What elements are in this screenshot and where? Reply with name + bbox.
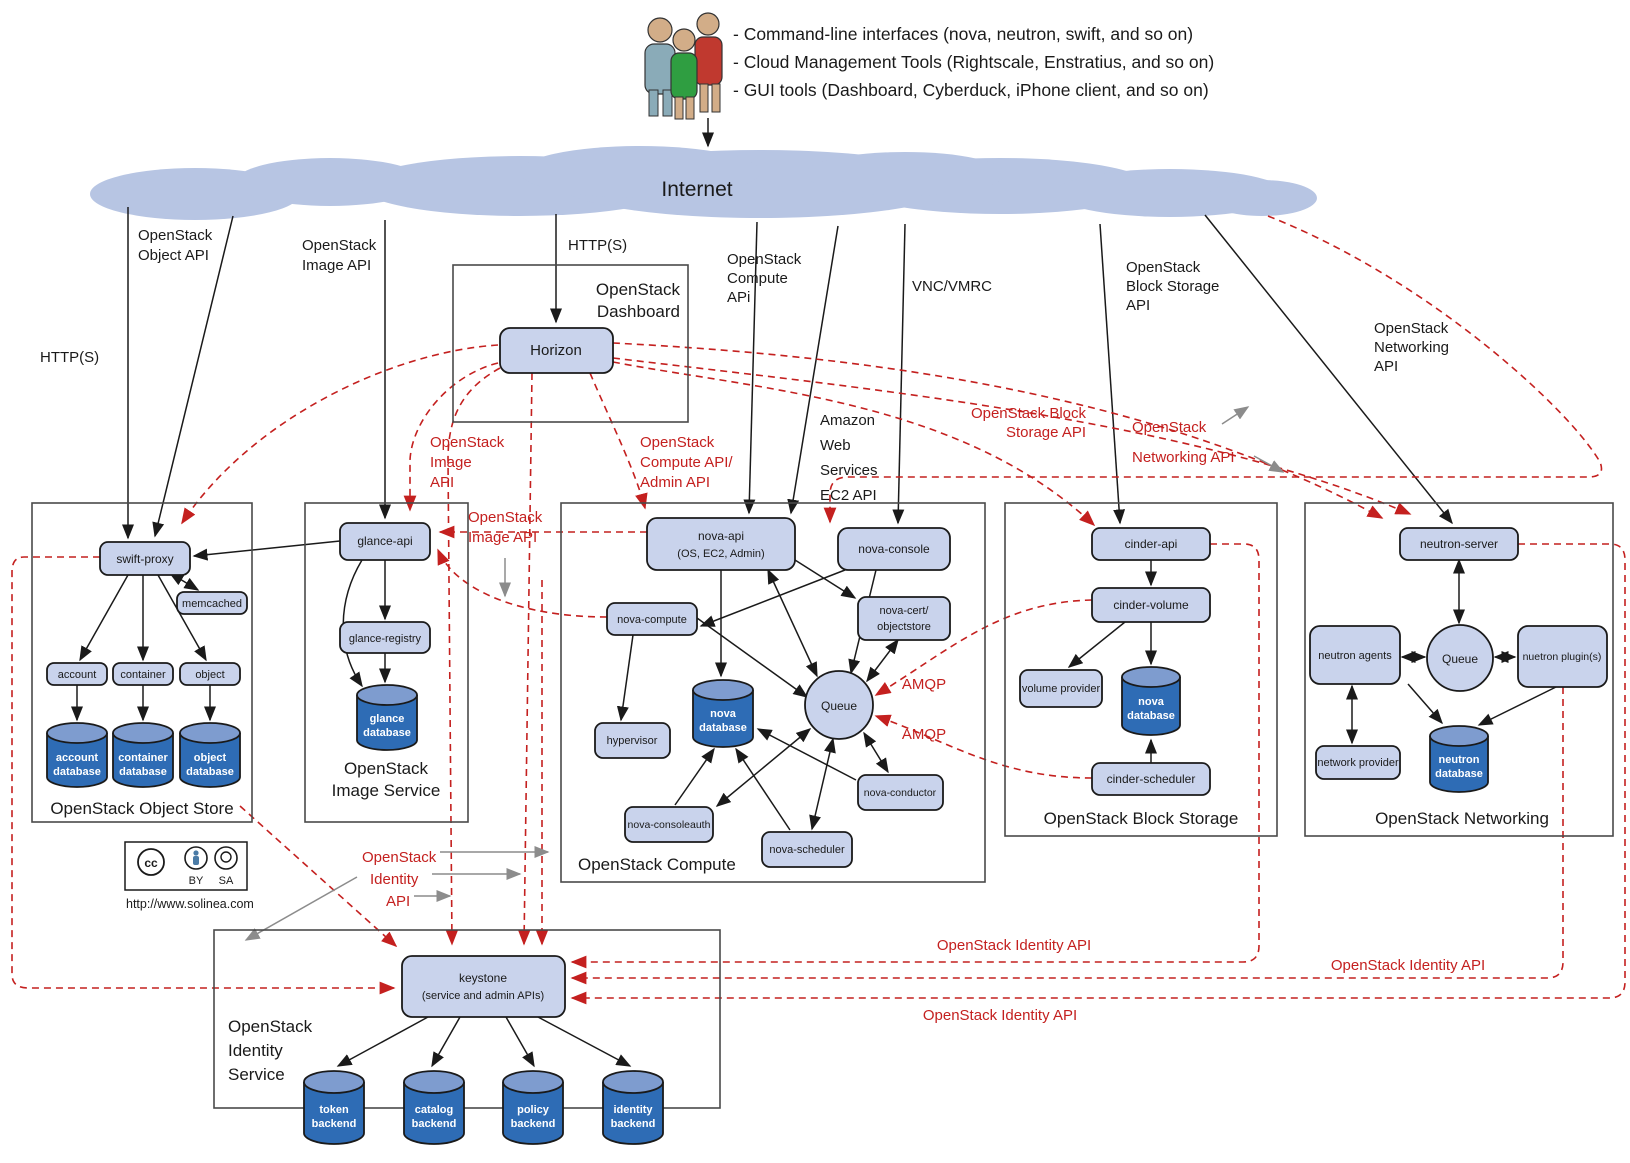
container-label: container — [120, 669, 166, 681]
glance-database-cylinder — [357, 685, 417, 750]
block-api-label-2: Block Storage — [1126, 278, 1220, 295]
hypervisor-label: hypervisor — [606, 735, 658, 747]
networking-callout-arrow-1 — [1222, 407, 1248, 424]
cert-queue — [867, 640, 898, 681]
nova-compute-label: nova-compute — [617, 614, 687, 626]
nova-api-label-1: nova-api — [697, 529, 745, 543]
neutron-server-label: neutron-server — [1419, 537, 1499, 551]
amqp-label-1: AMQP — [901, 676, 947, 693]
dashboard-title-2: Dashboard — [596, 302, 680, 321]
sa-label: SA — [218, 875, 234, 887]
identity-db-label-2: backend — [610, 1118, 656, 1130]
object-db-label-1: object — [193, 752, 227, 764]
container-database-cylinder — [113, 723, 173, 787]
neutron-agents-label: neutron agents — [1318, 650, 1392, 662]
object-api-label-2: Object API — [138, 247, 209, 264]
keystone-to-policy — [506, 1017, 534, 1066]
glance-to-swift-line — [194, 541, 340, 556]
scheduler-to-db — [736, 749, 790, 830]
keystone-node — [402, 956, 565, 1017]
red-net-api-2: Networking API — [1132, 449, 1235, 466]
red-net-api-1: OpenStack — [1132, 419, 1207, 436]
nova-cert-label-2: objectstore — [877, 621, 931, 633]
net-api-label-1: OpenStack — [1374, 320, 1449, 337]
container-db-label-1: container — [118, 752, 168, 764]
red-image-api-2: Image — [430, 454, 472, 471]
flow-labels — [40, 227, 1449, 504]
identity-title-1: OpenStack — [228, 1017, 313, 1036]
identity-api-label-2: OpenStack Identity API — [1330, 957, 1486, 974]
net-api-label-2: Networking — [1374, 339, 1450, 356]
users-icon — [645, 13, 722, 119]
block-db-label-2: database — [1127, 710, 1175, 722]
aws-label-1: Amazon — [820, 412, 876, 429]
red-identity-3: API — [386, 893, 411, 910]
net-api-label-3: API — [1374, 358, 1399, 375]
identity-vertical-2 — [524, 373, 532, 944]
compute-queue-label: Queue — [820, 699, 858, 713]
dashboard-title-1: OpenStack — [595, 280, 680, 299]
block-api-label-3: API — [1126, 297, 1151, 314]
networking-title: OpenStack Networking — [1375, 809, 1549, 828]
nova-console-label: nova-console — [858, 542, 930, 556]
novaapi-queue — [768, 570, 817, 676]
network-queue-label: Queue — [1441, 652, 1479, 666]
identity-arrows — [338, 1017, 630, 1066]
compute-api-label-2: Compute — [727, 270, 788, 287]
red-block-api-2: Storage API — [1005, 424, 1086, 441]
nova-api-label-2: (OS, EC2, Admin) — [677, 548, 765, 560]
red-image-api2-2: Image API — [468, 529, 538, 546]
red-image-api2-1: OpenStack — [468, 509, 543, 526]
internet-cloud — [90, 146, 1317, 220]
block-title: OpenStack Block Storage — [1043, 809, 1239, 828]
aws-label-3: Services — [820, 462, 878, 479]
swift-to-account — [80, 575, 128, 660]
nova-api-node — [647, 518, 795, 570]
nova-conductor-label: nova-conductor — [863, 787, 937, 799]
red-compute-api-3: Admin API — [640, 474, 711, 491]
aws-label-2: Web — [820, 437, 851, 454]
identity-title-2: Identity — [228, 1041, 283, 1060]
users-line-2: - Cloud Management Tools (Rightscale, Enstratius, and so on) — [733, 52, 1215, 72]
by-label: BY — [188, 875, 204, 887]
console-to-compute — [701, 570, 845, 626]
queue-scheduler — [812, 739, 833, 829]
internet-label: Internet — [661, 178, 733, 201]
nova-database-cylinder — [693, 680, 753, 747]
horizon-to-nova-dashed — [590, 373, 645, 508]
network-provider-label: network provider — [1317, 757, 1399, 769]
http-mid-label: HTTP(S) — [568, 237, 628, 254]
nova-cert-node — [858, 597, 950, 640]
volume-provider-label: volume provider — [1021, 683, 1101, 695]
catalog-backend-cylinder — [404, 1071, 464, 1144]
volume-to-provider — [1069, 622, 1125, 667]
users-line-1: - Command-line interfaces (nova, neutron, swift, and so on) — [733, 24, 1194, 44]
aws-label-4: EC2 API — [820, 487, 877, 504]
queue-conductor — [864, 733, 888, 772]
account-db-label-1: account — [55, 752, 99, 764]
ec2-api-dashed — [830, 216, 1602, 522]
identity-backend-cylinder — [603, 1071, 663, 1144]
agents-to-db — [1408, 684, 1442, 723]
nova-db-label-1: nova — [710, 708, 736, 720]
cinder-scheduler-label: cinder-scheduler — [1106, 772, 1196, 786]
solinea-url: http://www.solinea.com — [126, 897, 254, 911]
object-api-line — [155, 216, 233, 536]
image-title-2: Image Service — [331, 781, 441, 800]
keystone-to-token — [338, 1017, 428, 1066]
glance-db-label-2: database — [363, 727, 411, 739]
consoleauth-to-db — [675, 749, 714, 805]
object-store-title: OpenStack Object Store — [50, 799, 234, 818]
compute-api-label-3: APi — [727, 289, 751, 306]
red-identity-1: OpenStack — [362, 849, 437, 866]
token-label-1: token — [319, 1104, 349, 1116]
container-db-label-2: database — [119, 766, 167, 778]
users-caption — [733, 24, 1214, 100]
amqp-label-2: AMQP — [901, 726, 947, 743]
glance-api-label: glance-api — [357, 534, 413, 548]
account-label: account — [57, 669, 97, 681]
image-title-1: OpenStack — [343, 759, 429, 778]
object-db-label-2: database — [186, 766, 234, 778]
object-api-label-1: OpenStack — [138, 227, 213, 244]
nova-cert-label-1: nova-cert/ — [879, 605, 929, 617]
neutron-db-label-2: database — [1435, 768, 1483, 780]
vnc-line — [898, 224, 905, 523]
cinder-volume-label: cinder-volume — [1113, 598, 1189, 612]
block-db-label-1: nova — [1138, 696, 1164, 708]
keystone-to-identity — [538, 1017, 630, 1066]
policy-backend-cylinder — [503, 1071, 563, 1144]
glance-db-label-1: glance — [369, 713, 405, 725]
glance-registry-label: glance-registry — [348, 633, 422, 645]
nova-compute-to-glance-dashed — [438, 550, 607, 617]
identity-api-label-3: OpenStack Identity API — [922, 1007, 1078, 1024]
block-api-label-1: OpenStack — [1126, 259, 1201, 276]
swift-proxy-label: swift-proxy — [116, 552, 174, 566]
nova-db-label-2: database — [699, 722, 747, 734]
red-block-api-1: OpenStack Block — [970, 405, 1086, 422]
keystone-to-catalog — [432, 1017, 460, 1066]
compute-api-label-1: OpenStack — [727, 251, 802, 268]
red-compute-api-1: OpenStack — [640, 434, 715, 451]
red-image-api-3: API — [430, 474, 455, 491]
http-left-label: HTTP(S) — [40, 349, 100, 366]
identity-title-3: Service — [228, 1065, 285, 1084]
keystone-label-2: (service and admin APIs) — [421, 990, 545, 1002]
cc-icon-label: cc — [144, 856, 158, 870]
nova-consoleauth-label: nova-consoleauth — [627, 819, 711, 831]
identity-db-label-1: identity — [613, 1104, 653, 1116]
compute-title: OpenStack Compute — [578, 855, 736, 874]
token-label-2: backend — [311, 1118, 357, 1130]
keystone-label-1: keystone — [458, 971, 508, 985]
block-nova-database-cylinder — [1122, 667, 1180, 735]
red-compute-api-2: Compute API/ — [640, 454, 733, 471]
red-image-api-1: OpenStack — [430, 434, 505, 451]
horizon-to-neutron-dashed-1 — [613, 343, 1382, 518]
identity-api-label-1: OpenStack Identity API — [936, 937, 1092, 954]
policy-label-2: backend — [510, 1118, 556, 1130]
neutron-database-cylinder — [1430, 726, 1488, 792]
cinder-api-label: cinder-api — [1124, 537, 1178, 551]
memcached-label: memcached — [182, 598, 242, 610]
networking-callout-arrow-2 — [1254, 456, 1283, 472]
swift-to-object — [158, 575, 206, 660]
image-api-label-2: Image API — [302, 257, 372, 274]
red-identity-2: Identity — [370, 871, 419, 888]
neutron-db-label-1: neutron — [1438, 754, 1480, 766]
object-label: object — [195, 669, 225, 681]
policy-label-1: policy — [517, 1104, 549, 1116]
by-person-head — [193, 850, 198, 855]
plugins-to-db — [1479, 687, 1556, 725]
vnc-label: VNC/VMRC — [912, 278, 993, 295]
compute-to-hypervisor — [621, 635, 633, 720]
neutron-plugins-label: nuetron plugin(s) — [1522, 651, 1602, 663]
object-database-cylinder — [180, 723, 240, 787]
image-api-label-1: OpenStack — [302, 237, 377, 254]
account-db-label-2: database — [53, 766, 101, 778]
horizon-label: Horizon — [530, 342, 582, 359]
nova-scheduler-label: nova-scheduler — [769, 844, 845, 856]
users-line-3: - GUI tools (Dashboard, Cyberduck, iPhone client, and so on) — [733, 80, 1209, 100]
catalog-label-2: backend — [411, 1118, 457, 1130]
cc-license-badge — [125, 842, 254, 911]
block-api-line — [1100, 224, 1120, 523]
token-backend-cylinder — [304, 1071, 364, 1144]
by-person-body — [193, 856, 199, 865]
catalog-label-1: catalog — [414, 1104, 454, 1116]
account-database-cylinder — [47, 723, 107, 787]
